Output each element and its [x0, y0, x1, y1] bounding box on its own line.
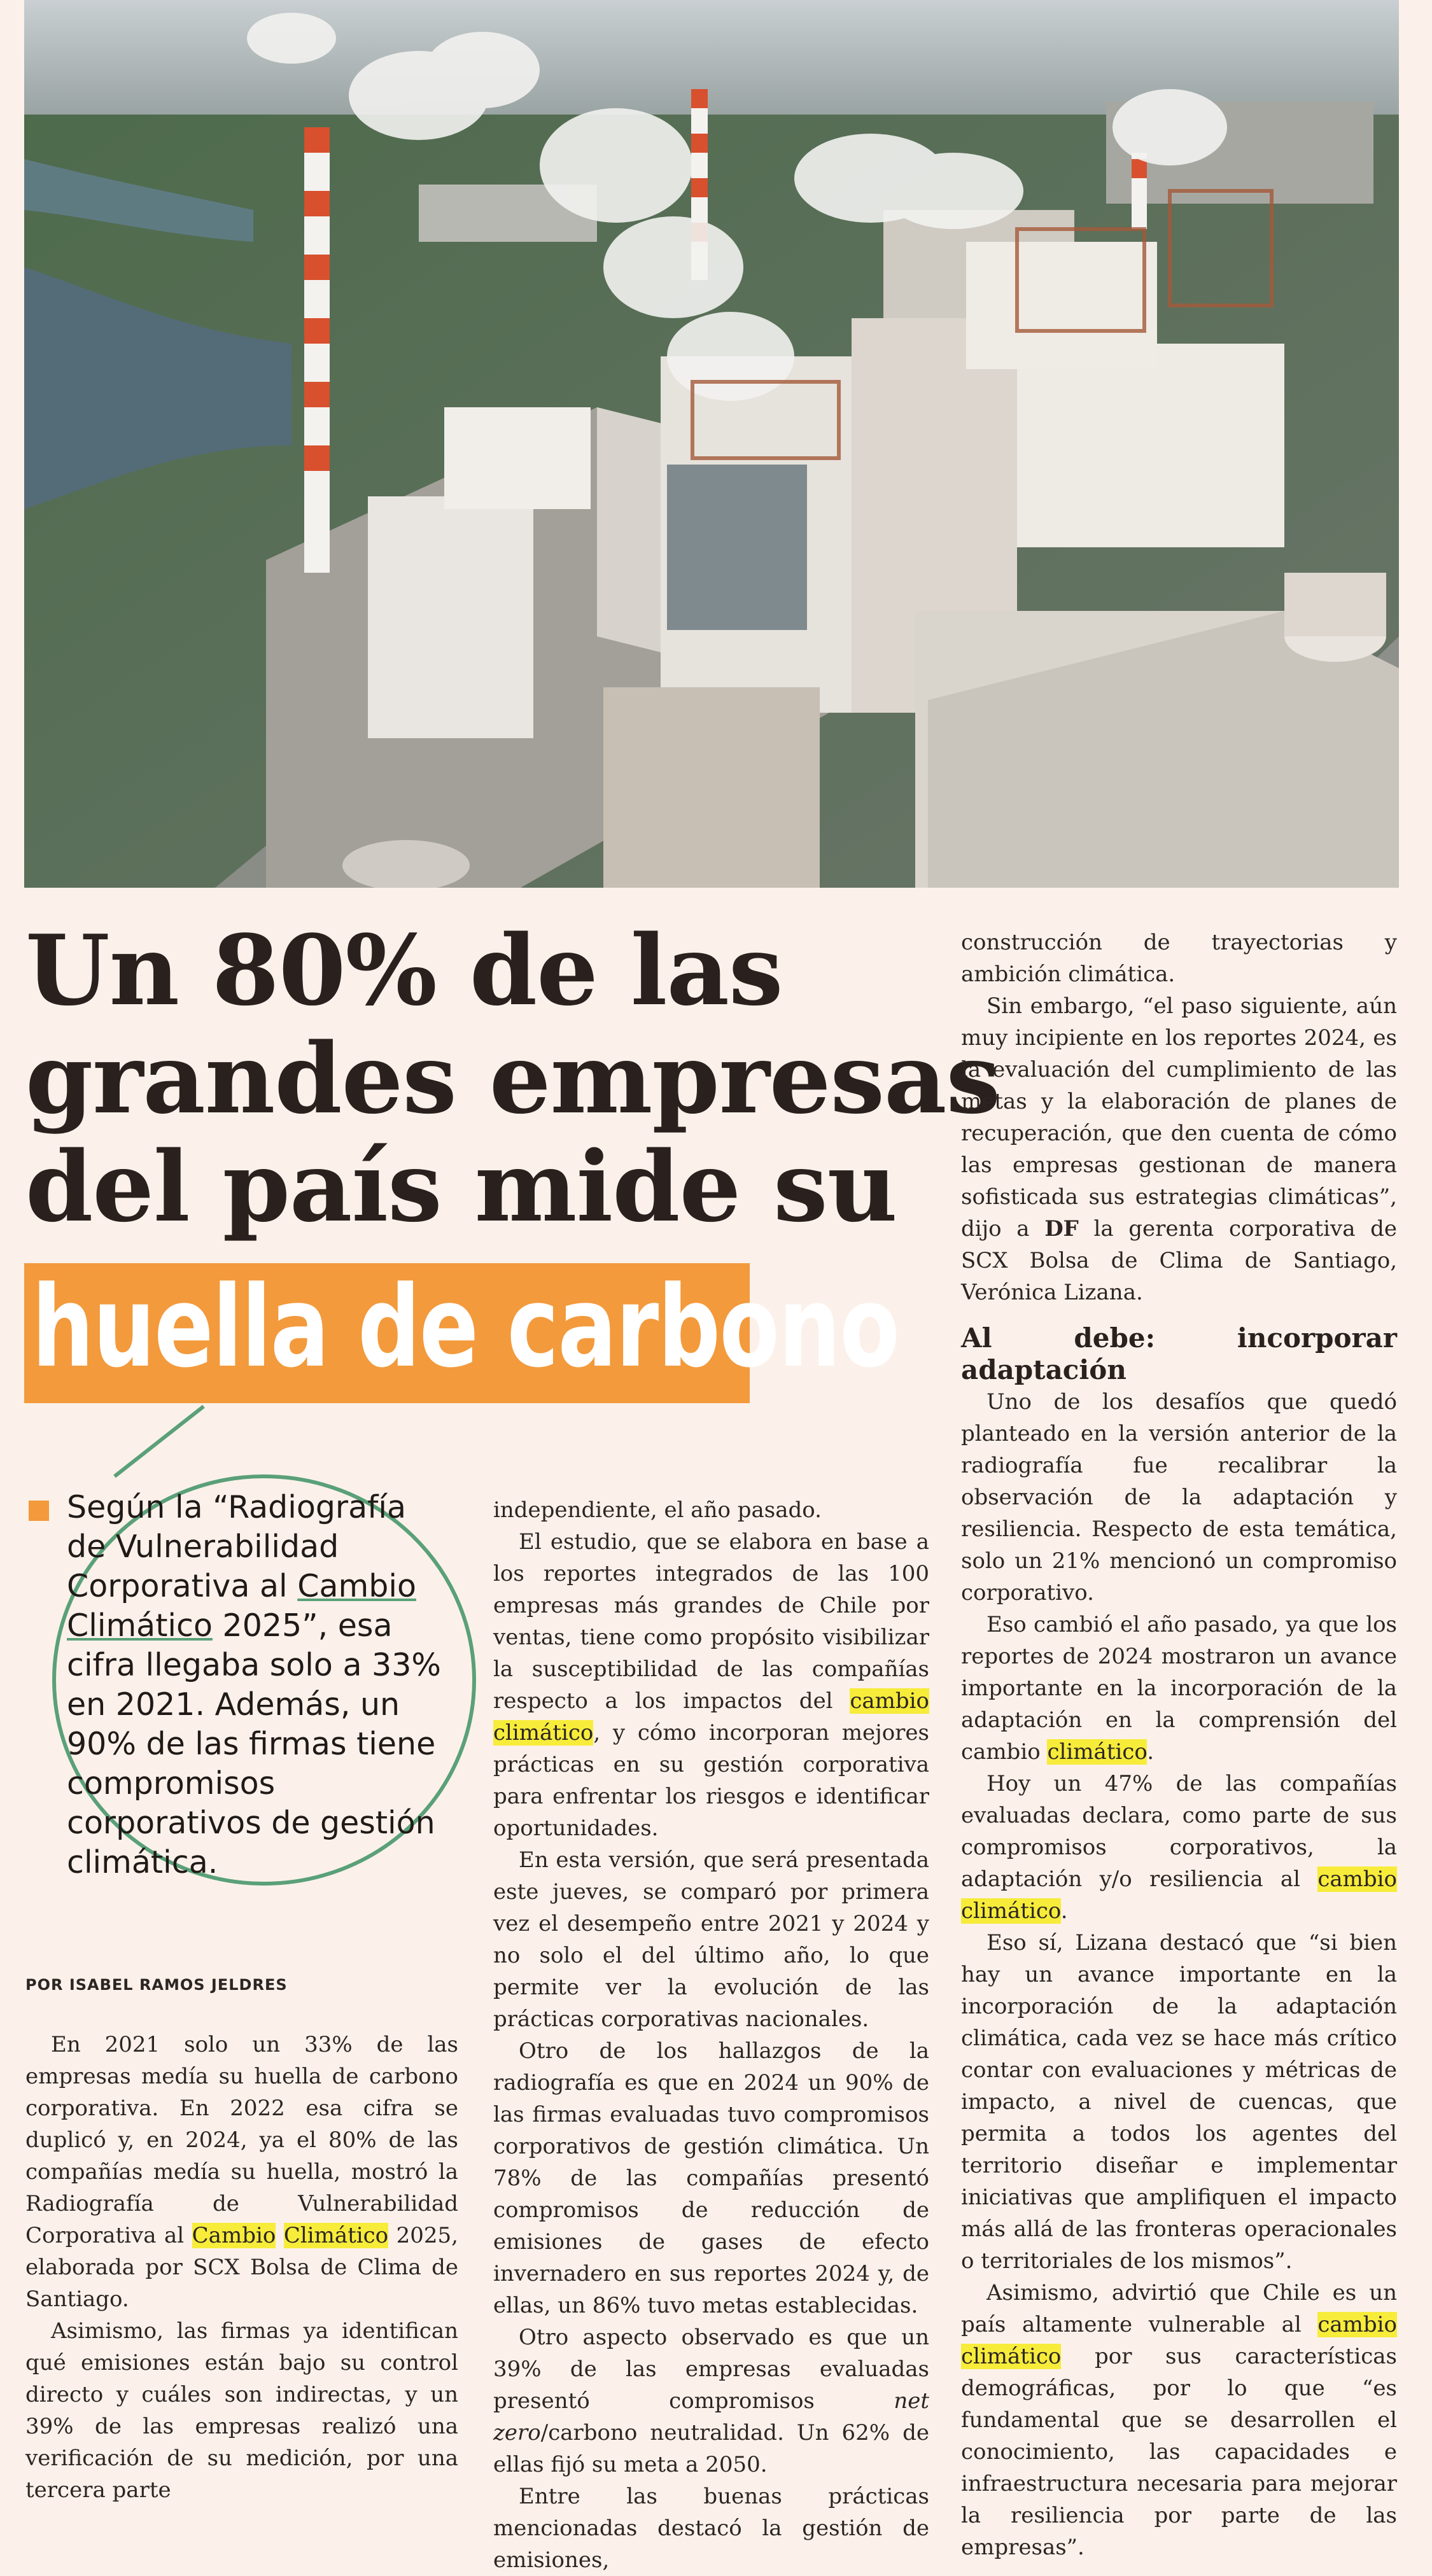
paragraph: Asimismo, advirtió que Chile es un país altamente vulnerable al cambio climático por sus características demográficas, por lo que “es fundamental que se desarrollen el conocimiento, las capacidades e infraestructura necesaria para mejorar la resiliencia por parte de las empresas”. — [961, 2280, 1397, 2560]
paragraph: Eso sí, Lizana destacó que “si bien hay un avance importante en la incorporación de la adaptación climática, cada vez se hace más crítico contar con evaluaciones y métricas de impacto, a nivel de cuencas, que permita a todos los agentes del territorio diseñar e implementar iniciativas que amplifiquen el impacto más allá de las fronteras operacionales o territoriales de los mismos”. — [961, 1930, 1397, 2274]
paragraph: Asimismo, las firmas ya identifican qué emisiones están bajo su control directo y cuáles son indirectas, y un 39% de las empresas realizó una verificación de su medición, por una tercera parte — [25, 2318, 458, 2503]
paragraph: construcción de trayectorias y ambición climática. — [961, 930, 1397, 987]
headline-line-3: del país mide su — [25, 1130, 897, 1243]
article-column-2 — [493, 1494, 929, 2576]
lead-link-cambio-climatico[interactable]: Cambio Climático — [67, 1568, 416, 1644]
headline-highlight-text: huella de carbono — [32, 1262, 899, 1392]
subheading: Al debe: incorporar adaptación — [961, 1322, 1397, 1385]
article-column-3 — [961, 927, 1397, 2563]
highlight-climatico[interactable]: climático — [1047, 1739, 1148, 1765]
highlight-cambio[interactable]: cambio — [1317, 2312, 1397, 2337]
article-photo-power-plant — [24, 0, 1399, 888]
headline-line-2: grandes empresas — [25, 1021, 1000, 1135]
paragraph: Otro aspecto observado es que un 39% de las empresas evaluadas presentó compromisos net zero/carbono neutralidad. Un 62% de ellas fijó su meta a 2050. — [493, 2325, 929, 2477]
highlight-cambio[interactable]: Cambio — [192, 2223, 276, 2248]
byline: POR ISABEL RAMOS JELDRES — [25, 1976, 288, 1994]
headline — [25, 913, 1000, 1243]
article-column-1 — [25, 2029, 458, 2506]
lead-summary: Según la “Radiografía de Vulnerabilidad Corporativa al Cambio Climático 2025”, esa cifra llegaba solo a 33% en 2021. Además, un 90% de las firmas tiene compromisos corporativos de gestión climática. — [67, 1489, 441, 1880]
highlight-cambio-climatico[interactable]: cambio climático — [961, 1866, 1397, 1924]
paragraph: En esta versión, que será presentada este jueves, se comparó por primera vez el desempeño entre 2021 y 2024 y no solo el del último año, lo que permite ver la evolución de las prácticas corporativas nacionales. — [493, 1847, 929, 2032]
paragraph: Hoy un 47% de las compañías evaluadas declara, como parte de sus compromisos corporativos, la adaptación y/o resiliencia al cambio climático. — [961, 1771, 1397, 1924]
paragraph: Uno de los desafíos que quedó planteado en la versión anterior de la radiografía fue recalibrar la observación de la adaptación y resiliencia. Respecto de esta temática, solo un 21% mencionó un compromiso corporativo. — [961, 1389, 1397, 1606]
highlight-climatico[interactable]: climático — [961, 2344, 1062, 2369]
highlight-climatico[interactable]: Climático — [283, 2223, 389, 2248]
paragraph: independiente, el año pasado. — [493, 1497, 822, 1523]
highlight-cambio-climatico[interactable]: cambio climático — [493, 1688, 929, 1746]
paragraph: En 2021 solo un 33% de las empresas medía su huella de carbono corporativa. En 2022 esa cifra se duplicó y, en 2024, ya el 80% de las compañías medía su huella, mostró la Radiografía de Vulnerabilidad Corporativa al Cambio Climático 2025, elaborada por SCX Bolsa de Clima de Santiago. — [25, 2032, 458, 2312]
paragraph: Eso cambió el año pasado, ya que los reportes de 2024 mostraron un avance importante en la incorporación de la adaptación en la comprensión del cambio climático. — [961, 1612, 1397, 1765]
paragraph: Otro de los hallazgos de la radiografía es que en 2024 un 90% de las firmas evaluadas tuvo compromisos corporativos de gestión climática. Un 78% de las compañías presentó compromisos de reducción de emisiones de gases de efecto invernadero en sus reportes 2024 y, de ellas, un 86% tuvo metas establecidas. — [493, 2038, 929, 2318]
headline-line-1: Un 80% de las — [25, 913, 783, 1027]
paragraph: Entre las buenas prácticas mencionadas destacó la gestión de emisiones, — [493, 2484, 929, 2573]
lead-bullet-marker — [29, 1501, 49, 1521]
paragraph: Sin embargo, “el paso siguiente, aún muy incipiente en los reportes 2024, es la evaluación del cumplimiento de las metas y la elaboración de planes de recuperación, que den cuenta de cómo las empresas gestionan de manera sofisticada sus estrategias climáticas”, dijo a DF la gerenta corporativa de SCX Bolsa de Clima de Santiago, Verónica Lizana. — [961, 993, 1397, 1305]
paragraph: El estudio, que se elabora en base a los reportes integrados de las 100 empresas más grandes de Chile por ventas, tiene como propósito visibilizar la susceptibilidad de las compañías respecto a los impactos del cambio climático, y cómo incorporan mejores prácticas en su gestión corporativa para enfrentar los riesgos e identificar oportunidades. — [493, 1529, 929, 1841]
